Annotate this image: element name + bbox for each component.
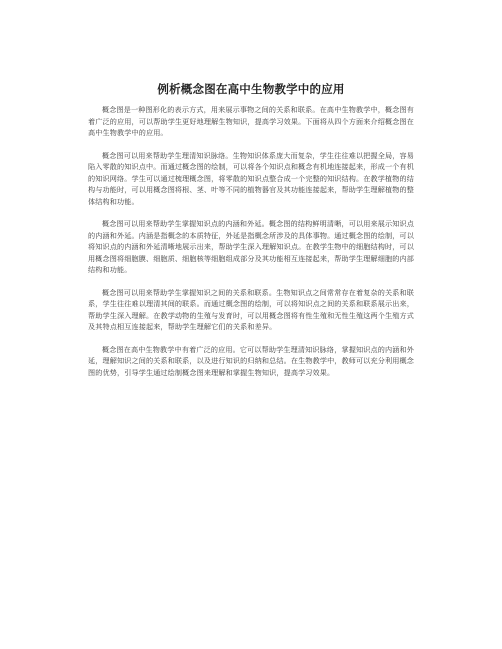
paragraph-connotation-extension: 概念图可以用来帮助学生掌握知识点的内涵和外延。概念图的结构鲜明清晰，可以用来展示知识点的内涵和外延。内涵是指概念的本质特征，外延是指概念所涉及的具体事物。通过概念图的绘制，可以将知识点的内涵和外延清晰地展示出来，帮助学生深入理解知识点。在教学生物中的细胞结构时，可以用概念图将细胞膜、细胞质、细胞核等细胞组成部分及其功能相互连接起来，帮助学生理解细胞的内部结构和功能。: [88, 219, 414, 274]
paragraph-knowledge-structure: 概念图可以用来帮助学生理清知识脉络。生物知识体系庞大而复杂，学生往往难以把握全局，容易陷入零散的知识点中。而通过概念图的绘制，可以将各个知识点和概念有机地连接起来，形成一个有机的知识网络。学生可以通过梳理概念图，将零散的知识点整合成一个完整的知识结构。在教学植物的结构与功能时，可以用概念图将根、茎、叶等不同的植物器官及其功能连接起来，帮助学生理解植物的整体结构和功能。: [88, 150, 414, 206]
paragraph-conclusion: 概念图在高中生物教学中有着广泛的应用。它可以帮助学生理清知识脉络，掌握知识点的内涵和外延，理解知识之间的关系和联系，以及进行知识的归纳和总结。在生物教学中，教师可以充分利用概念图的优势，引导学生通过绘制概念图来理解和掌握生物知识，提高学习效果。: [88, 344, 414, 377]
paragraph-intro: 概念图是一种图形化的表示方式，用来展示事物之间的关系和联系。在高中生物教学中，概念图有着广泛的应用，可以帮助学生更好地理解生物知识，提高学习效果。下面将从四个方面来介绍概念图在高中生物教学中的应用。: [88, 105, 414, 137]
document-body: [88, 104, 414, 389]
document-title: 例析概念图在高中生物教学中的应用: [157, 82, 345, 96]
paragraph-relationships: 概念图可以用来帮助学生掌握知识之间的关系和联系。生物知识点之间常常存在着复杂的关系和联系，学生往往难以理清其间的联系。而通过概念图的绘制，可以将知识点之间的关系和联系展示出来，帮助学生深入理解。在教学动物的生殖与发育时，可以用概念图将有性生殖和无性生殖这两个生殖方式及其特点相互连接起来，帮助学生理解它们的关系和差异。: [88, 287, 414, 331]
